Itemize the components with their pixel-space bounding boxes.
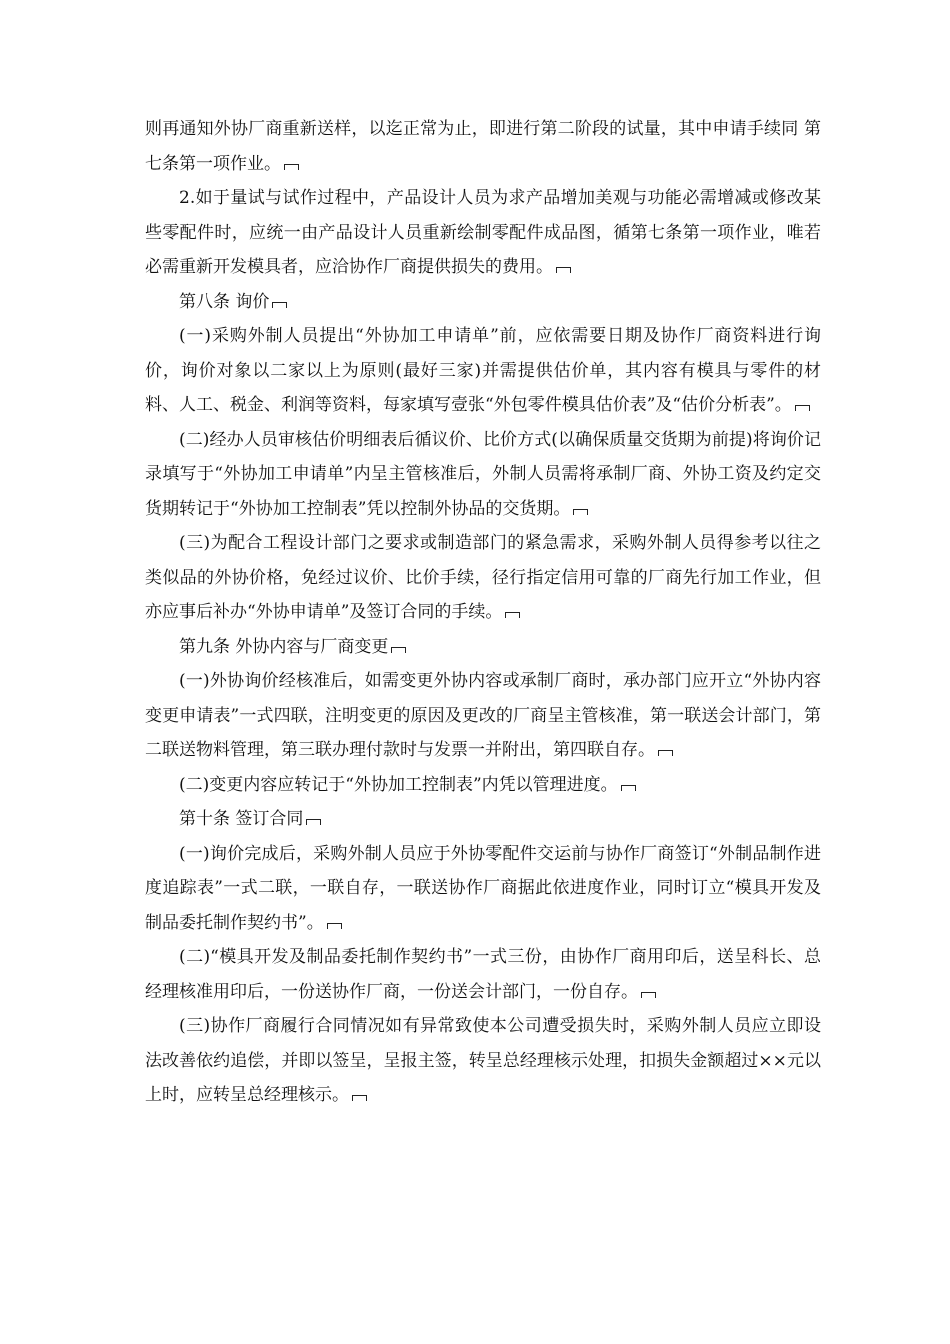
paragraph-mark-icon: [505, 612, 520, 618]
paragraph-continuation: [145, 112, 821, 181]
paragraph-text: (一)采购外制人员提出“外协加工申请单”前，应依需要日期及协作厂商资料进行询价，询价对象以二家以上为原则(最好三家)并需提供估价单，其内容有模具与零件的材料、人工、税金、利润等资料，每家填写壹张“外包零件模具估价表”及“估价分析表”。: [145, 326, 821, 415]
paragraph-mark-icon: [306, 819, 321, 825]
paragraph-text: (二)“模具开发及制品委托制作契约书”一式三份，由协作厂商用印后，送呈科长、总经理核准用印后，一份送协作厂商，一份送会计部门，一份自存。: [145, 947, 821, 1002]
document-body: [145, 112, 821, 1113]
paragraph-text: 则再通知外协厂商重新送样，以迄正常为止，即进行第二阶段的试量，其中申请手续同 第七条第一项作业。: [145, 119, 821, 174]
article-8-clause-1: [145, 319, 821, 423]
paragraph-mark-icon: [556, 267, 571, 273]
paragraph-mark-icon: [327, 923, 342, 929]
paragraph-text: (二)变更内容应转记于“外协加工控制表”内凭以管理进度。: [179, 774, 618, 795]
paragraph-text: (三)为配合工程设计部门之要求或制造部门的紧急需求，采购外制人员得参考以往之类似品的外协价格，免经过议价、比价手续，径行指定信用可靠的厂商先行加工作业，但亦应事后补办“外协申请单”及签订合同的手续。: [145, 533, 821, 622]
article-8-clause-3: [145, 526, 821, 630]
article-8-clause-2: [145, 423, 821, 527]
paragraph-text: (一)询价完成后，采购外制人员应于外协零配件交运前与协作厂商签订“外制品制作进度追踪表”一式二联，一联自存，一联送协作厂商据此依进度作业，同时订立“模具开发及制品委托制作契约书”。: [145, 843, 821, 933]
heading-text: 第八条 询价: [179, 291, 270, 312]
article-10-clause-2: [145, 940, 821, 1009]
heading-text: 第十条 签订合同: [179, 809, 304, 829]
paragraph-text: (三)协作厂商履行合同情况如有异常致使本公司遭受损失时，采购外制人员应立即设法改善依约追偿，并即以签呈，呈报主签，转呈总经理核示处理，扣损失金额超过××元以上时，应转呈总经理核示。: [145, 1016, 821, 1105]
article-9-clause-1: [145, 664, 821, 768]
paragraph-mark-icon: [641, 992, 656, 998]
article-10-clause-1: [145, 837, 821, 941]
paragraph-mark-icon: [284, 164, 299, 170]
paragraph-text: 2.如于量试与试作过程中，产品设计人员为求产品增加美观与功能必需增减或修改某些零配件时，应统一由产品设计人员重新绘制零配件成品图，循第七条第一项作业，唯若必需重新开发模具者，应洽协作厂商提供损失的费用。: [145, 188, 821, 277]
paragraph-mark-icon: [795, 405, 810, 411]
article-10-heading: [145, 802, 821, 837]
paragraph-item-2: [145, 181, 821, 285]
heading-text: 第九条 外协内容与厂商变更: [179, 636, 389, 657]
article-10-clause-3: [145, 1009, 821, 1113]
paragraph-mark-icon: [352, 1095, 367, 1101]
paragraph-mark-icon: [621, 785, 636, 791]
paragraph-mark-icon: [272, 302, 287, 308]
article-9-clause-2: [145, 768, 821, 803]
paragraph-mark-icon: [573, 509, 588, 515]
paragraph-mark-icon: [658, 750, 673, 756]
paragraph-text: (一)外协询价经核准后，如需变更外协内容或承制厂商时，承办部门应开立“外协内容变更申请表”一式四联，注明变更的原因及更改的厂商呈主管核准，第一联送会计部门，第二联送物料管理，第三联办理付款时与发票一并附出，第四联自存。: [145, 671, 821, 760]
paragraph-text: (二)经办人员审核估价明细表后循议价、比价方式(以确保质量交货期为前提)将询价记录填写于“外协加工申请单”内呈主管核准后，外制人员需将承制厂商、外协工资及约定交货期转记于“外协加工控制表”凭以控制外协品的交货期。: [145, 429, 821, 519]
article-8-heading: [145, 285, 821, 320]
article-9-heading: [145, 630, 821, 665]
paragraph-mark-icon: [391, 647, 406, 653]
